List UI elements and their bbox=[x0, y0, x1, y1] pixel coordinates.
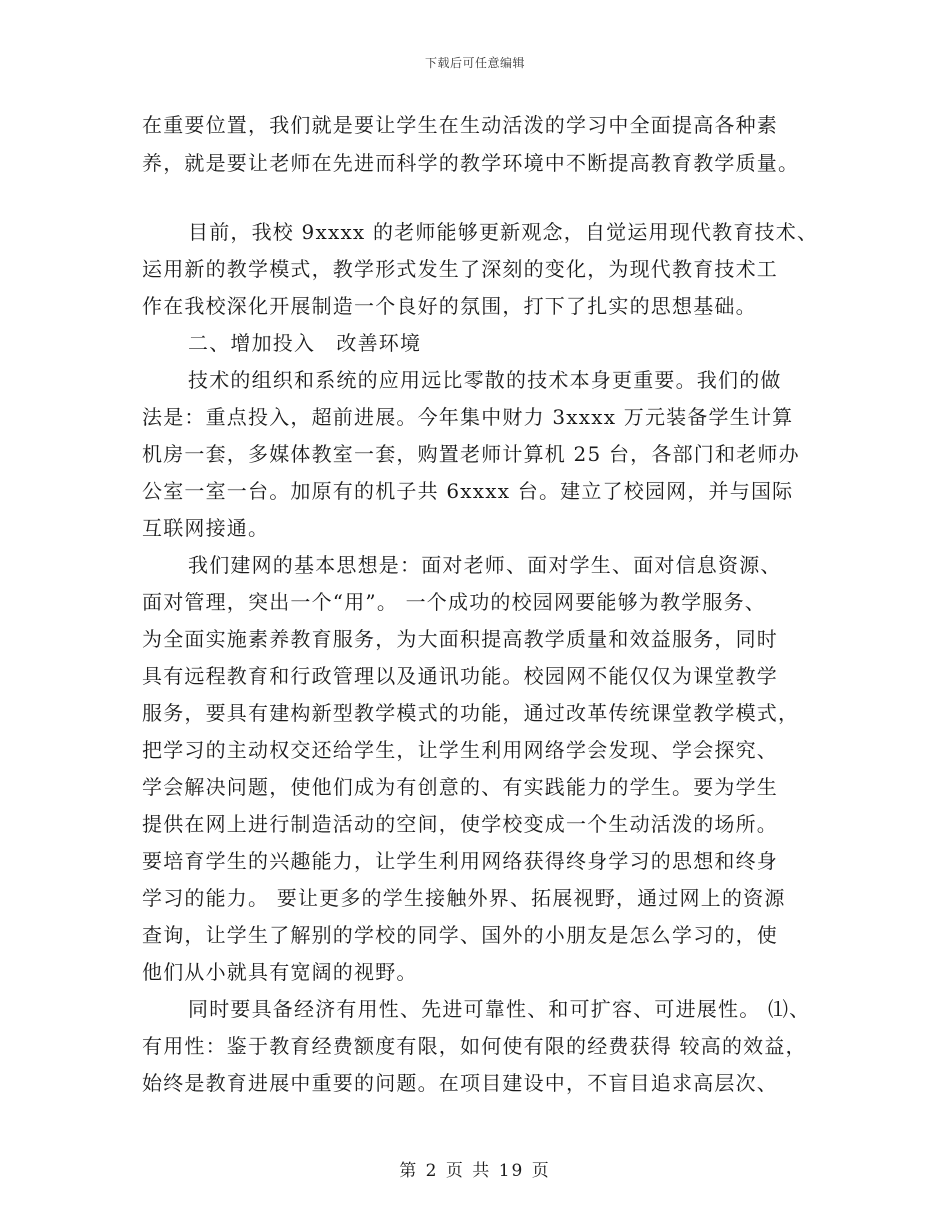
text-line: 学习的能力。 要让更多的学生接触外界、拓展视野，通过网上的资源 bbox=[142, 886, 786, 910]
text-line: 有用性：鉴于教育经费额度有限，如何使有限的经费获得 较高的效益， bbox=[142, 1034, 807, 1058]
text-line: 公室一室一台。加原有的机子共 6xxxx 台。建立了校园网，并与国际 bbox=[142, 479, 794, 503]
text-line: 目前，我校 9xxxx 的老师能够更新观念，自觉运用现代教育技术、 bbox=[188, 220, 819, 244]
text-line: 运用新的教学模式，教学形式发生了深刻的变化，为现代教育技术工 bbox=[142, 257, 778, 281]
section-heading: 二、增加投入 改善环境 bbox=[188, 331, 422, 355]
text-line: 始终是教育进展中重要的问题。在项目建设中，不盲目追求高层次、 bbox=[142, 1071, 778, 1095]
text-line: 技术的组织和系统的应用远比零散的技术本身更重要。我们的做 bbox=[188, 368, 782, 392]
text-line: 要培育学生的兴趣能力，让学生利用网络获得终身学习的思想和终身 bbox=[142, 849, 778, 873]
text-line: 把学习的主动权交还给学生，让学生利用网络学会发现、学会探究、 bbox=[142, 738, 778, 762]
page-number: 第 2 页 共 19 页 bbox=[399, 1161, 551, 1181]
page-header: 下载后可任意编辑 bbox=[424, 56, 525, 70]
text-line: 为全面实施素养教育服务，为大面积提高教学质量和效益服务，同时 bbox=[142, 627, 778, 651]
text-line: 具有远程教育和行政管理以及通讯功能。校园网不能仅仅为课堂教学 bbox=[142, 664, 778, 688]
text-line: 互联网接通。 bbox=[142, 516, 270, 540]
text-line: 同时要具备经济有用性、先进可靠性、和可扩容、可进展性。 ⑴、 bbox=[188, 997, 811, 1021]
text-line: 法是：重点投入，超前进展。今年集中财力 3xxxx 万元装备学生计算 bbox=[142, 405, 794, 429]
text-line: 我们建网的基本思想是：面对老师、面对学生、面对信息资源、 bbox=[188, 553, 782, 577]
text-line: 服务，要具有建构新型教学模式的功能，通过改革传统课堂教学模式， bbox=[142, 701, 800, 725]
text-line: 学会解决问题，使他们成为有创意的、有实践能力的学生。要为学生 bbox=[142, 775, 778, 799]
text-line: 他们从小就具有宽阔的视野。 bbox=[142, 960, 418, 984]
text-line: 养，就是要让老师在先进而科学的教学环境中不断提高教育教学质量。 bbox=[142, 151, 800, 175]
text-line: 在重要位置，我们就是要让学生在生动活泼的学习中全面提高各种素 bbox=[142, 113, 778, 137]
text-line: 机房一套，多媒体教室一套，购置老师计算机 25 台，各部门和老师办 bbox=[142, 442, 800, 466]
text-line: 作在我校深化开展制造一个良好的氛围，打下了扎实的思想基础。 bbox=[142, 294, 757, 318]
text-line: 面对管理，突出一个“用”。 一个成功的校园网要能够为教学服务、 bbox=[142, 590, 767, 614]
text-line: 提供在网上进行制造活动的空间，使学校变成一个生动活泼的场所。 bbox=[142, 812, 778, 836]
text-line: 查询，让学生了解别的学校的同学、国外的小朋友是怎么学习的，使 bbox=[142, 923, 778, 947]
